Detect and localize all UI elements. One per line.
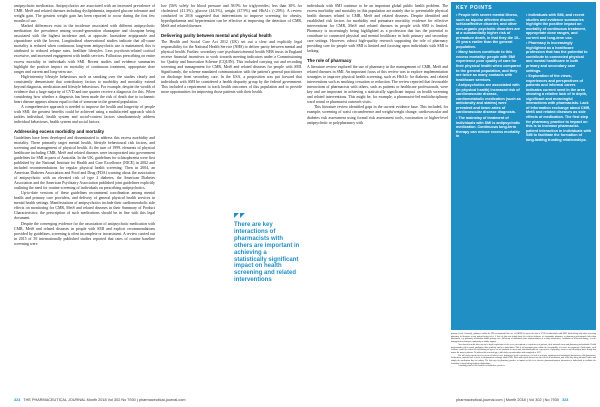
paragraph: A comprehensive approach is needed to improve the health and longevity of people with SMI; the greatest benefits could be achieved using a multifaceted approach which tackles individual, health system and social-context factors simultaneously address individual behaviours, health system and social factors.: [14, 104, 155, 125]
paragraph: antipsychotic medication. Antipsychotics are associated with an increased prevalence of CMR. MetS and related diseases including dyslipidaemia, impaired glucose tolerance and weight gain. The greatest weight gain has been reported to occur during the first few months of use.: [14, 4, 155, 24]
footer-text: THE PHARMACEUTICAL JOURNAL Month 2018 Vol 302 No 7930 | pharmaceutical-journal.com: [23, 398, 186, 402]
key-points-left-column: [456, 13, 521, 143]
paragraph: Marked differences exist in the incidence associated with different antipsychotic medication: the prevalence among second-generation olanzapine and clozapine being associated with the highest incidence and, at opposite, lurasidone aripiprazole and ziprasidone with the lowest. Longitudinal observational studies indicate that all-cause mortality is reduced when continuous long-term antipsychotic use is maintained; this is attributed to reduced relapse rates, healthier lifestyles. Less psychosis-related cortisol excessive, and increased engagement with health services. Fallacious prescribing on entire excess mortality in individuals with SMI. Recent studies and evidence summaries highlight the positive impact on mortality of continuous treatment, appropriate dose ranges and current and long-term use.: [14, 24, 155, 74]
paragraph: High-intensity lifestyle behaviours such as smoking over the studies clearly and consistently demonstrate that contributory factors to morbidity and mortality extend beyond diagnosis, medication and lifestyle behaviours. For example, despite the wealth of evidence that a large majority of CVD and one quarter receive a diagnosis for this. When considering how whether a diagnosis has been made the risk of death due to ischaemic heart disease appears almost equal to that of someone in the general population.: [14, 74, 155, 104]
key-point: • Many factors contribute to this excess mortality: people with SMI experience poor quality of care for their physical health when compared to the general population, and they are twice as many contacts with healthcare services.: [456, 50, 521, 82]
paragraph: low (56% solely for blood pressure and 58.9% for triglycerides; less than 30% for cholesterol (41.3%), glucose (44.5%), weight (47.9%) and HbA1c (<20%). A review conducted in 2016 suggested that interventions to improve screening for obesity, hyperlipidaemia and hypertension can be effective at improving the detection of CMR, MetS and related diseases.: [161, 4, 302, 29]
paragraph: A literature review explored the use of pharmacy in the management of CMR, MetS and related diseases in SMI. An important focus of this review was to explore implementation strategies to improve physical health screening, such as HbA1c for diabetes, and related interventions such as smoking cessation or reduction. The review reported that favourable interactions of pharmacists with others, such as patients or healthcare professionals, were key and are important in achieving a statistically significant impact on health screening and related interventions. This might be, for example, a pharmacist-led multidisciplinary ward round or pharmacist outreach visits.: [307, 65, 448, 105]
key-points-box: [451, 2, 596, 330]
footer-left: [14, 398, 185, 403]
paragraph: Also absent from the data was an in depth exploration of the views, perceptions or experiences of patients, their informal carers and pharmacy professionals. Health professionals reflect formal qualitative data synthesis had been undertaken. This is an important point within the acceptability of service developments. Furthermore, such evidence would be critical in establishing an agreed set of standards to assess and understand patients' experiences of pharmacy services and identifying those things that matter the most to patients. To address this research gap, a full study was undertaken and completed in 2017.: [451, 343, 596, 354]
key-point: • People with severe mental illness, such as bipolar affective disorder, schizoaffective disorder, and other non-organic psychotic disorders are at a substantially higher risk of premature death, in that they die 15–20 years earlier than the general population.: [456, 13, 521, 49]
paragraph: A starting point for this could be to build these practices: [458, 365, 505, 368]
footer-text: pharmaceutical-journal.com | Month 2018 | Vol 302 | No 7930: [456, 398, 560, 402]
key-point: • The mainstay of treatment of individuals with SMI is antipsychotic medication. Continuous long-term therapy can reduce excess mortality in: [456, 116, 521, 139]
pull-quote-text: There are key interactions of pharmacists with others are important in achieving a statistically significant impact on health screening and related interventions: [234, 222, 300, 284]
page-number: 323: [562, 398, 569, 402]
paragraph: Despite the converging evidence for the association of antipsychotic medication with CMR, MetS and related diseases in people with SMI and explicit recommendations provided by guidelines, screening is often incomplete or inconsistent. A review carried out in 2015 of 39 internationally published studies reported that rates of routine baseline screening were: [14, 221, 155, 246]
paragraph: Guidelines have been developed and disseminated to address this excess morbidity and mortality. These primarily target mental health, lifestyle behavioural risk factors, and screening and management of physical health. At the turn of 1999, elements of physical healthcare including CMR, MetS and related diseases were incorporated into government guidelines for SMI in parts of Australia. In the UK, guidelines for schizophrenia were first published by the National Institute for Health and Care Excellence (NICE) in 2002 and included recommendations for regular physical health screening. Then in 2004, an American Diabetes Association and Food and Drug (FDA) warning about the association of antipsychotic with an elevated risk of type 2 diabetes, the American Diabetes Association and the American Psychiatry Association published joint guidelines explicitly outlining the need for routine screening of individuals on prescribing antipsychotics.: [14, 135, 155, 191]
key-point: • Antipsychotics are associated with (in physical health) increased risk of cardiovascular disease, cardiometabolic medication (such as antiobesity and statins) were prevalent and lower-rates of cardiovascular disease diagnosis.: [456, 83, 521, 115]
paragraph: The full study reported two key areas of interest were fragmented in the experiences of a lack of in depth, significant and meaningful interactions with pharmacists. Furthermore, patients have a desire for information exchange about CMR, MetS and related diseases as side effects of medication, and when they bring informed earlier and simply the medication they are taking. The first step for pharmacy practice to impact on this is to increase pharmacist-patient interaction in individuals to facilitate the formation of long-lasting trusting relationships.: [451, 354, 596, 365]
article-column-1: [14, 4, 155, 247]
pull-quote: [234, 213, 300, 284]
paragraph: This literature review identified gaps in the current evidence base. This included, for example, screening of waist circumference and weight/weight change, cardiovascular and diabetes risk assessment using formal risk assessment tools, vaccination or higher-level antipsychotic or polypharmacy with: [307, 105, 448, 125]
key-point: • Pharmacy is increasingly highlighted as a healthcare profession that has the potential to contribute to connected physical and mental healthcare in both primary and secondary care settings.: [526, 41, 588, 73]
key-point: • Exploration of the views, experiences and perspectives of patients and informal carers indicates current need in the area showing a relative lack of in depth, significant and meaningful interactions with pharmacists. Lack of information exchange about CMR, MetS and related diseases as side effects of medication. The first step for pharmacy practice to impact on this is to increase pharmacist-patient interaction in individuals with SMI to facilitate the formation of long-lasting trusting relationships.: [526, 74, 591, 142]
section-heading: Addressing excess morbidity and mortality: [14, 129, 105, 135]
paragraph: individuals with SMI continue to be an important global public health problem. The excess morbidity and mortality in this population are mainly due to preventable physical health diseases related to CMR, MetS and related diseases. Despite identified and established risk factors for morbidity and premature mortality, evidence for effective interventions for CMR, MetS and related diseases in people with SMI is limited. Pharmacy is increasingly being highlighted as a profession that has the potential to contribute to connected physical and mental healthcare in both primary and secondary care settings. However, robust high-quality research supporting the role of pharmacy providing care for people with SMI is limited and focusing upon individuals with SMI is lacking.: [307, 4, 448, 54]
section-heading: The role of pharmacy: [307, 58, 352, 64]
section-heading: Delivering parity between mental and physical health: [161, 33, 272, 39]
footer-right: [456, 398, 570, 403]
quote-mark-icon: [234, 213, 244, 221]
key-points-right-column: [526, 13, 591, 143]
article-column-4: [451, 333, 596, 368]
page-number: 323: [14, 398, 21, 402]
key-point: • individuals with SMI, and recent studies and evidence summaries highlight the positive impact on mortality of continuous treatment, appropriate dose ranges, and current and long-term use.: [526, 13, 586, 40]
paragraph: Up-to-date versions of these guidelines recommend coordination among mental health and primary care providers, and delivery of general physical health services in mental health settings. Manifestations of antipsychotics include their cardiometabolic side effects on monitoring for CMR, MetS and related diseases in their Summary of Product Characteristics; the prescription of such medications should be in line with this legal document.: [14, 191, 155, 221]
article-column-3: [307, 4, 448, 126]
paragraph: The Health and Social Care Act 2012 (UK) set out a clear and explicitly legal responsibility for the National Health Service (NHS) to deliver parity between mental and physical health. Further, secondary care psychiatric/mental health NHS trusts in England receive financial incentives to work towards meeting indicators under a Commissioning for Quality and Innovation Scheme (CQUIN). This included carrying out and recording screening and management for CMR, MetS and related diseases for people with SMI. Significantly, the scheme mandated communication with the patient's general practitioner on discharge from secondary care. In the USA, a proposition was put forward that individuals with SMI be considered a health disparity group by the federal government. This included a requirement to track health outcomes of this population and to provide more opportunities for improving those patients with their health.: [161, 39, 302, 95]
key-points-title: KEY POINTS: [456, 5, 493, 11]
article-column-2: [161, 4, 302, 95]
paragraph: primary levels. Currently, guidance within the UK recommended the use of QRISK to assess the risk of CVD in individuals with SMI. Interlocking with other screening pharmacy in literature in any patient facing roles. A lack of data was found about the relative influence of community pharmacy or pharmacy professionals other than pharmacist, e.g. pharmacy technicians within primary care, follow-up of individuals after implementation of a study intervention, evaluation of behaviour change, or self-management techniques community or family support.: [451, 333, 596, 344]
